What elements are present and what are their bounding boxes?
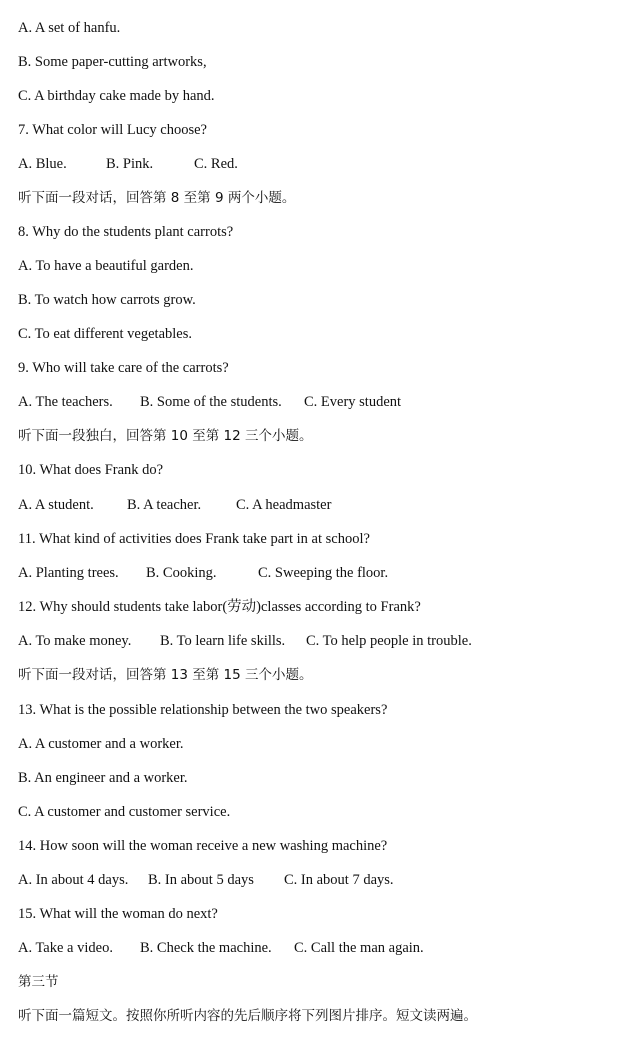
question-line: 12. Why should students take labor(劳动)classes according to Frank? [18, 599, 421, 615]
question-line: 13. What is the possible relationship between the two speakers? [18, 702, 388, 718]
option-text: B. Pink. [106, 156, 154, 172]
section-instruction: 听下面一段独白，回答第 10 至第 12 三个小题。 [18, 428, 313, 444]
question-line: B. To watch how carrots grow. [18, 292, 196, 308]
section-instruction: 第三节 [18, 974, 59, 990]
question-line: 8. Why do the students plant carrots? [18, 224, 234, 240]
question-line: 9. Who will take care of the carrots? [18, 360, 229, 376]
option-text: B. In about 5 days [148, 872, 254, 888]
question-line: A. A customer and a worker. [18, 736, 184, 752]
option-text: A. Planting trees. [18, 565, 119, 581]
option-text: A. A student. [18, 497, 94, 513]
option-text: C. To help people in trouble. [306, 633, 472, 649]
question-line: C. A customer and customer service. [18, 804, 231, 820]
section-instruction: 听下面一段对话，回答第 13 至第 15 三个小题。 [18, 667, 313, 683]
question-line: A. A set of hanfu. [18, 20, 121, 36]
question-line: 11. What kind of activities does Frank take part in at school? [18, 531, 370, 547]
option-text: C. Call the man again. [294, 940, 424, 956]
question-line: 14. How soon will the woman receive a new washing machine? [18, 838, 388, 854]
option-text: C. A headmaster [236, 497, 332, 513]
option-text: C. In about 7 days. [284, 872, 394, 888]
question-line: B. An engineer and a worker. [18, 770, 188, 786]
question-line: C. To eat different vegetables. [18, 326, 192, 342]
option-text: A. The teachers. [18, 394, 113, 410]
option-text: C. Every student [304, 394, 402, 410]
option-text: A. Blue. [18, 156, 67, 172]
option-text: A. To make money. [18, 633, 132, 649]
option-text: B. Some of the students. [140, 394, 282, 410]
question-line: C. A birthday cake made by hand. [18, 88, 215, 104]
option-text: A. Take a video. [18, 940, 113, 956]
question-line: 10. What does Frank do? [18, 462, 164, 478]
option-text: B. To learn life skills. [160, 633, 286, 649]
option-text: B. A teacher. [127, 497, 202, 513]
option-text: B. Check the machine. [140, 940, 272, 956]
question-line: B. Some paper-cutting artworks, [18, 54, 207, 70]
option-text: C. Red. [194, 156, 238, 172]
option-text: B. Cooking. [146, 565, 217, 581]
question-line: 7. What color will Lucy choose? [18, 122, 207, 138]
question-line: A. To have a beautiful garden. [18, 258, 194, 274]
option-text: A. In about 4 days. [18, 872, 129, 888]
section-instruction: 听下面一段对话，回答第 8 至第 9 两个小题。 [18, 190, 296, 206]
option-text: C. Sweeping the floor. [258, 565, 389, 581]
section-instruction: 听下面一篇短文。按照你所听内容的先后顺序将下列图片排序。短文读两遍。 [18, 1008, 477, 1024]
question-line: 15. What will the woman do next? [18, 906, 218, 922]
